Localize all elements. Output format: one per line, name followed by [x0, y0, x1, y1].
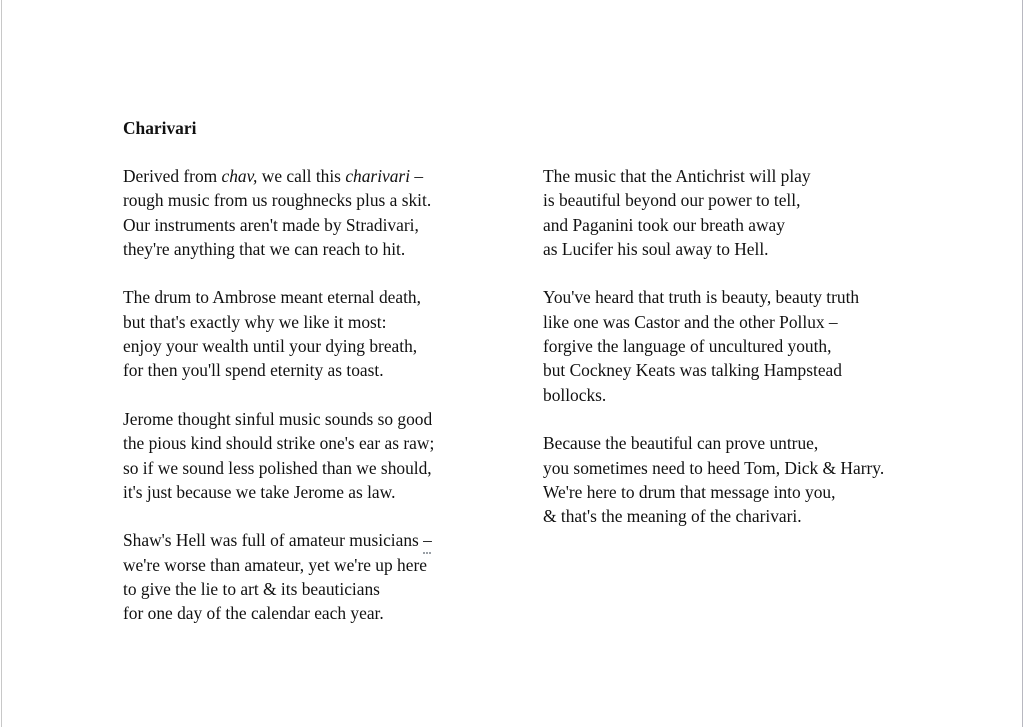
verse-line: bollocks. — [543, 384, 607, 405]
verse-line: like one was Castor and the other Pollux – — [543, 311, 838, 332]
verse-line: enjoy your wealth until your dying breath, — [123, 336, 418, 357]
verse-line — [123, 528, 434, 552]
poem-title: Charivari — [123, 118, 197, 138]
verse-line: Jerome thought sinful music sounds so good — [123, 408, 433, 429]
stanza — [123, 285, 434, 382]
verse-line: The music that the Antichrist will play — [543, 166, 811, 186]
italic-word: chav, — [221, 166, 258, 186]
verse-line: & that's the meaning of the charivari. — [543, 506, 802, 527]
verse-line: so if we sound less polished than we should, — [123, 457, 432, 478]
verse-line: you sometimes need to heed Tom, Dick & Harry. — [543, 457, 885, 478]
left-column — [123, 164, 434, 650]
stanza — [123, 528, 434, 625]
verse-line — [123, 164, 434, 188]
stanza — [543, 164, 884, 261]
verse-line: they're anything that we can reach to hit. — [123, 238, 406, 259]
verse-line: and Paganini took our breath away — [543, 214, 785, 235]
verse-line: for then you'll spend eternity as toast. — [123, 360, 384, 381]
document-page — [1, 0, 1023, 727]
line-segment: – — [410, 166, 424, 186]
verse-line: we're worse than amateur, yet we're up here — [123, 554, 427, 575]
verse-line: We're here to drum that message into you, — [543, 481, 836, 502]
stanza — [123, 407, 434, 504]
verse-line: You've heard that truth is beauty, beauty truth — [543, 287, 860, 308]
right-column — [543, 164, 884, 553]
line-segment: Shaw's Hell was full of amateur musicians — [123, 530, 424, 551]
line-segment: Derived from — [123, 166, 222, 186]
verse-line: but that's exactly why we like it most: — [123, 311, 387, 332]
verse-line: Because the beautiful can prove untrue, — [543, 433, 819, 454]
verse-line: Our instruments aren't made by Stradivari, — [123, 214, 419, 235]
stanza — [543, 285, 884, 406]
stanza — [543, 431, 884, 528]
verse-line: to give the lie to art & its beauticians — [123, 579, 380, 600]
verse-line: forgive the language of uncultured youth, — [543, 336, 832, 357]
line-segment: we call this — [257, 166, 346, 186]
verse-line: the pious kind should strike one's ear as raw; — [123, 433, 435, 454]
verse-line: but Cockney Keats was talking Hampstead — [543, 360, 842, 381]
verse-line: it's just because we take Jerome as law. — [123, 481, 396, 502]
verse-line: The drum to Ambrose meant eternal death, — [123, 287, 421, 308]
italic-word: charivari — [345, 166, 411, 186]
stanza — [123, 164, 434, 261]
verse-line: rough music from us roughnecks plus a skit. — [123, 190, 432, 211]
verse-line: is beautiful beyond our power to tell, — [543, 190, 801, 211]
marked-dash: – — [423, 528, 432, 552]
verse-line: as Lucifer his soul away to Hell. — [543, 238, 769, 259]
verse-line: for one day of the calendar each year. — [123, 603, 384, 624]
